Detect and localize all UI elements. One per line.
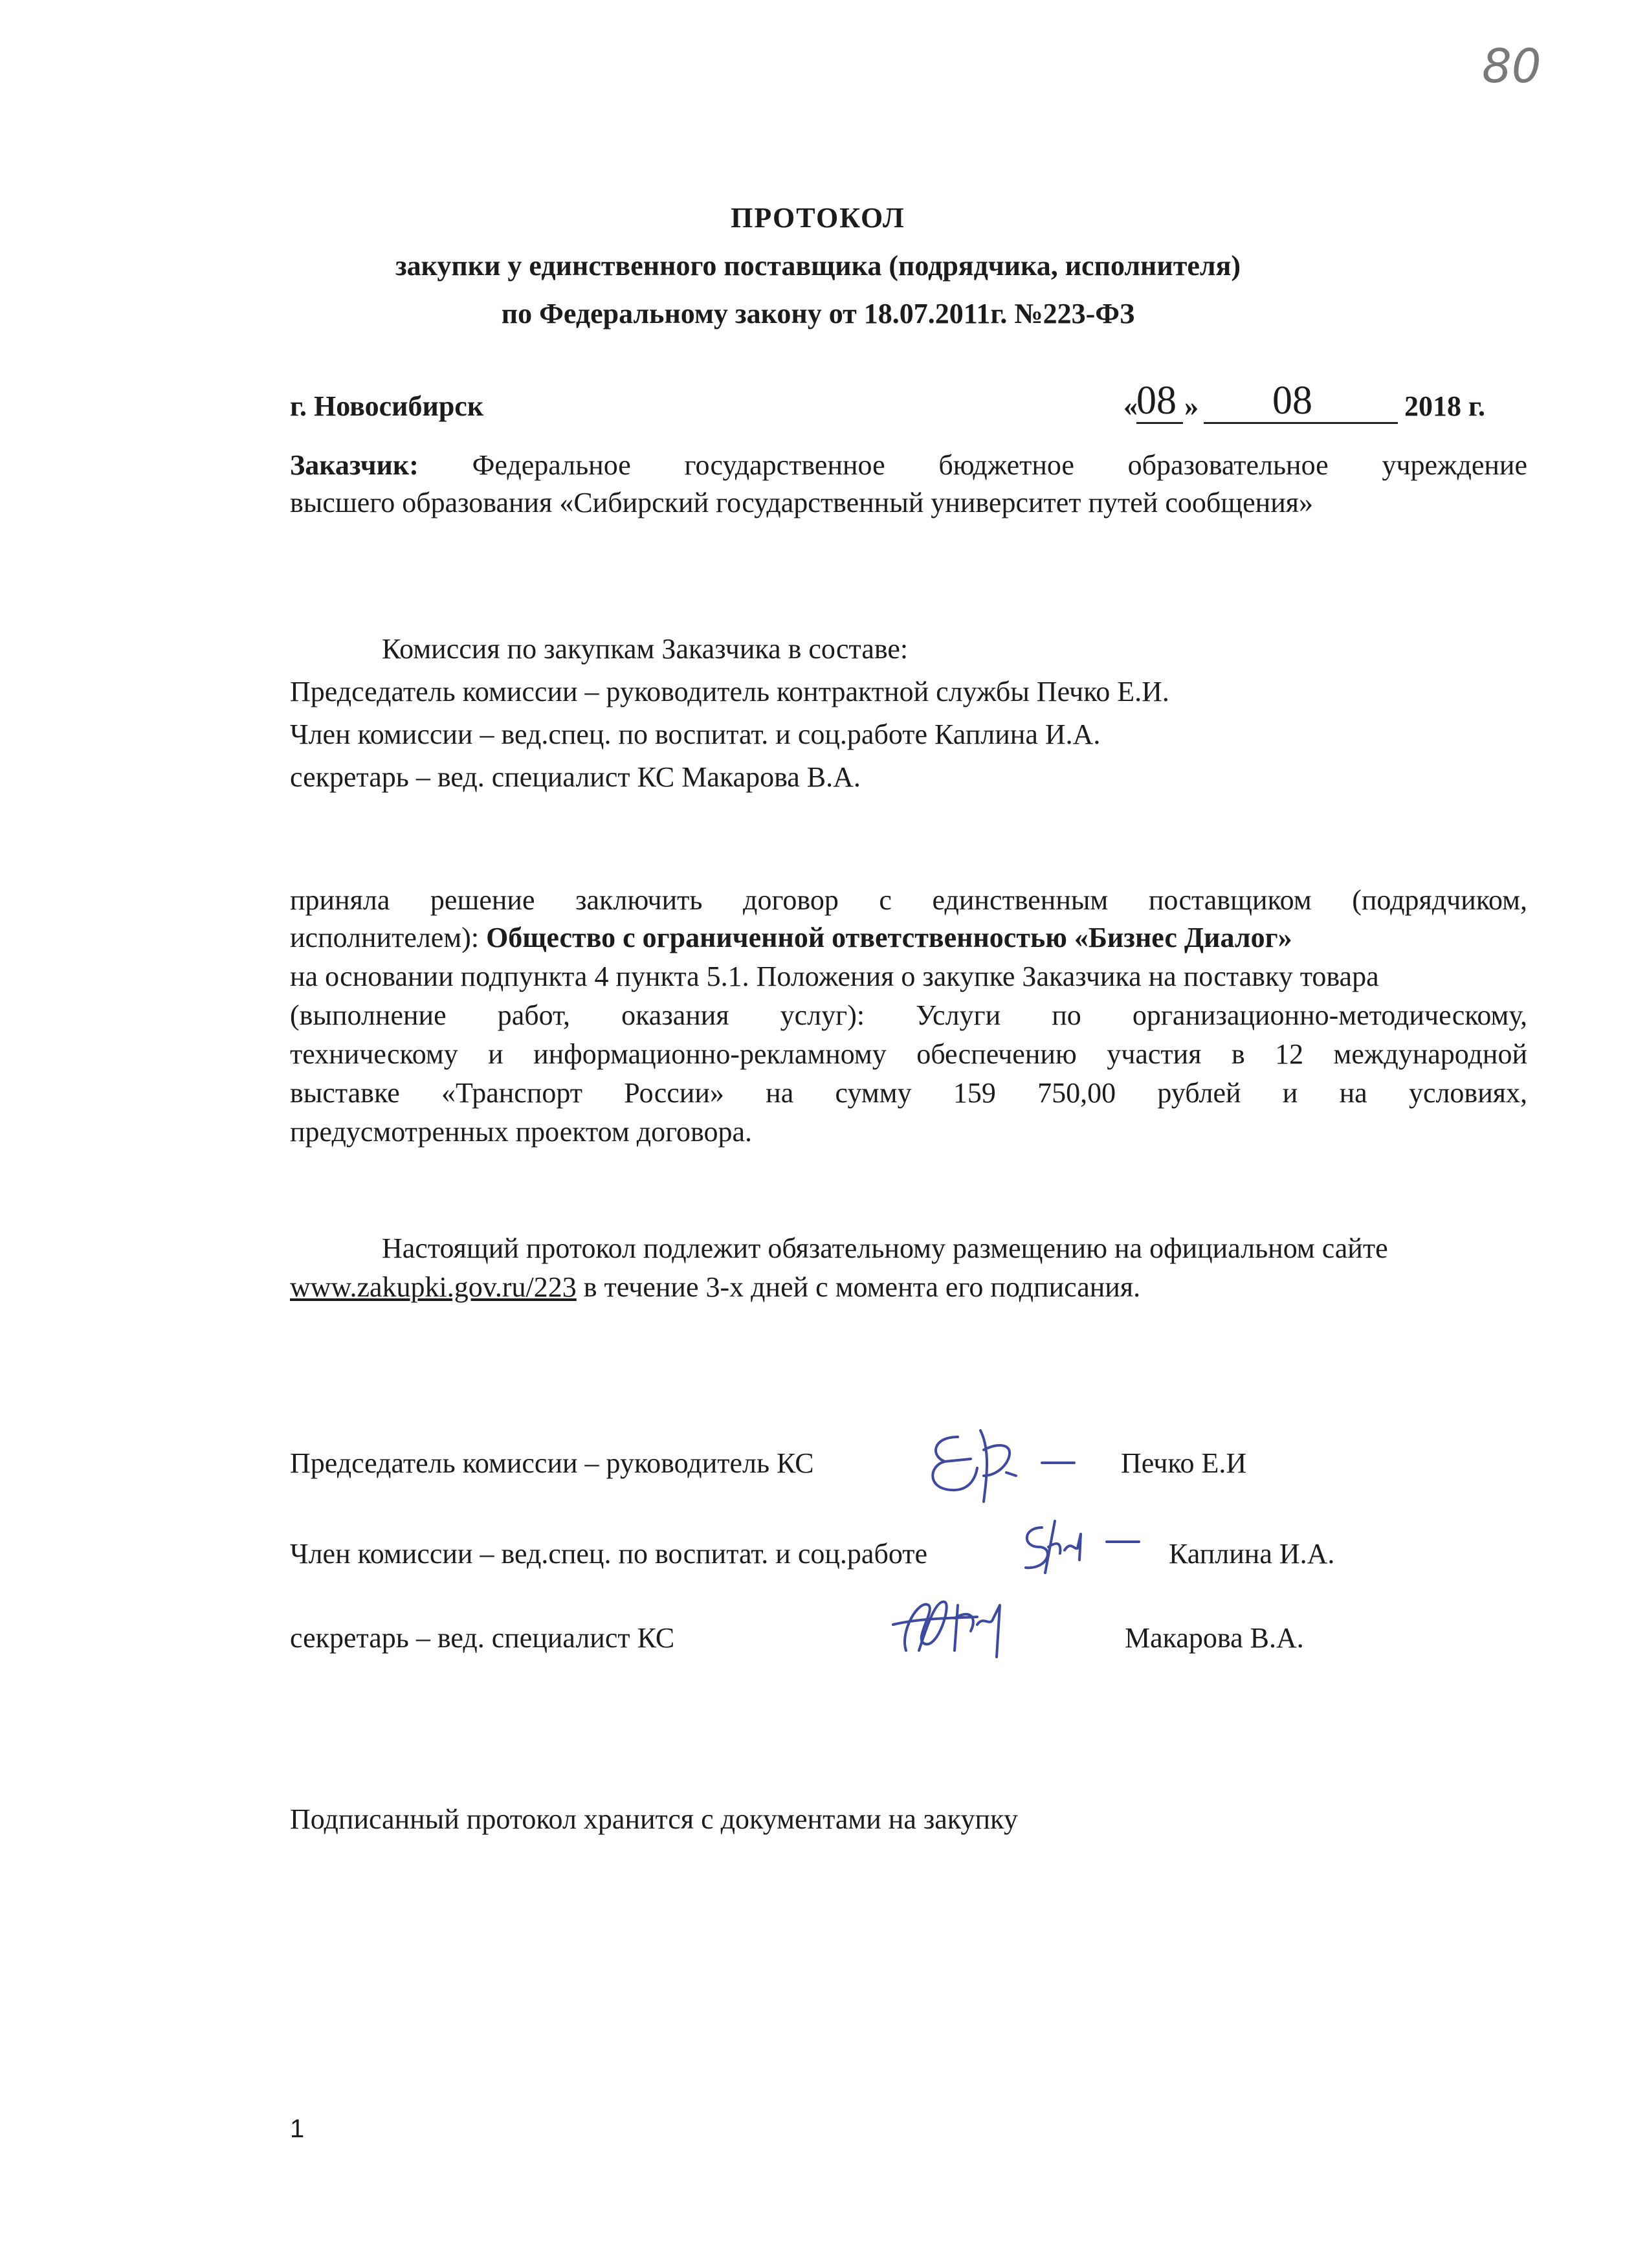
footer-page-number: 1 bbox=[290, 2115, 305, 2143]
customer-line-2: высшего образования «Сибирский государственный университет путей сообщения» bbox=[290, 487, 1314, 518]
decision-line-3: на основании подпункта 4 пункта 5.1. Положения о закупке Заказчика на поставку товара bbox=[290, 961, 1379, 992]
law-reference: по Федеральному закону от 18.07.2011г. №223-ФЗ bbox=[501, 298, 1135, 329]
decision-line-6: выставке «Транспорт России» на сумму 159 750,00 рублей и на условиях, bbox=[290, 1077, 1527, 1109]
decision-line-5: техническому и информационно-рекламному обеспечению участия в 12 международной bbox=[290, 1038, 1527, 1070]
handwritten-page-number: 80 bbox=[1482, 39, 1542, 93]
publication-line-2: www.zakupki.gov.ru/223 в течение 3-х дней с момента его подписания. bbox=[290, 1271, 1141, 1303]
decision-line-2: исполнителем): Общество с ограниченной ответственностью «Бизнес Диалог» bbox=[290, 922, 1292, 953]
decision-line-4: (выполнение работ, оказания услуг): Услуги по организационно-методическому, bbox=[290, 999, 1527, 1031]
date-month: 08 bbox=[1272, 379, 1312, 423]
publication-line-1: Настоящий протокол подлежит обязательному размещению на официальном сайте bbox=[382, 1232, 1388, 1264]
protocol-date bbox=[1123, 379, 1512, 428]
signature-name-secretary: Макарова В.А. bbox=[1125, 1622, 1304, 1654]
signature-member bbox=[1010, 1508, 1165, 1586]
signature-name-member: Каплина И.А. bbox=[1169, 1538, 1335, 1570]
signature-role-chair: Председатель комиссии – руководитель КС bbox=[290, 1447, 814, 1479]
decision-line-7: предусмотренных проектом договора. bbox=[290, 1116, 753, 1148]
date-year: 2018 г. bbox=[1404, 390, 1486, 422]
commission-member-member: Член комиссии – вед.спец. по воспитат. и соц.работе Каплина И.А. bbox=[290, 718, 1101, 750]
commission-member-secretary: секретарь – вед. специалист КС Макарова В.А. bbox=[290, 761, 861, 793]
commission-intro: Комиссия по закупкам Заказчика в составе: bbox=[382, 633, 909, 665]
signature-role-secretary: секретарь – вед. специалист КС bbox=[290, 1622, 675, 1654]
commission-member-chair: Председатель комиссии – руководитель контрактной службы Печко Е.И. bbox=[290, 676, 1169, 707]
city: г. Новосибирск bbox=[290, 390, 484, 422]
signature-name-chair: Печко Е.И bbox=[1121, 1447, 1247, 1479]
document-title: ПРОТОКОЛ bbox=[731, 202, 905, 234]
storage-note: Подписанный протокол хранится с документами на закупку bbox=[290, 1803, 1018, 1835]
signature-secretary bbox=[880, 1579, 1035, 1676]
date-open-quote: « bbox=[1123, 390, 1138, 422]
supplier-name: Общество с ограниченной ответственностью «Бизнес Диалог» bbox=[486, 922, 1292, 953]
zakupki-link[interactable]: www.zakupki.gov.ru/223 bbox=[290, 1271, 577, 1303]
signature-role-member: Член комиссии – вед.спец. по воспитат. и соц.работе bbox=[290, 1538, 928, 1570]
date-close-quote: » bbox=[1184, 390, 1199, 422]
customer-name-part1: Федеральное государственное бюджетное образовательное учреждение bbox=[418, 449, 1527, 481]
customer-label: Заказчик: bbox=[290, 449, 419, 481]
customer-line-1 bbox=[290, 447, 1527, 484]
date-day: 08 bbox=[1136, 379, 1177, 423]
signature-chair bbox=[919, 1411, 1126, 1515]
document-subtitle: закупки у единственного поставщика (подрядчика, исполнителя) bbox=[395, 250, 1241, 282]
decision-line-1: приняла решение заключить договор с единственным поставщиком (подрядчиком, bbox=[290, 884, 1527, 916]
